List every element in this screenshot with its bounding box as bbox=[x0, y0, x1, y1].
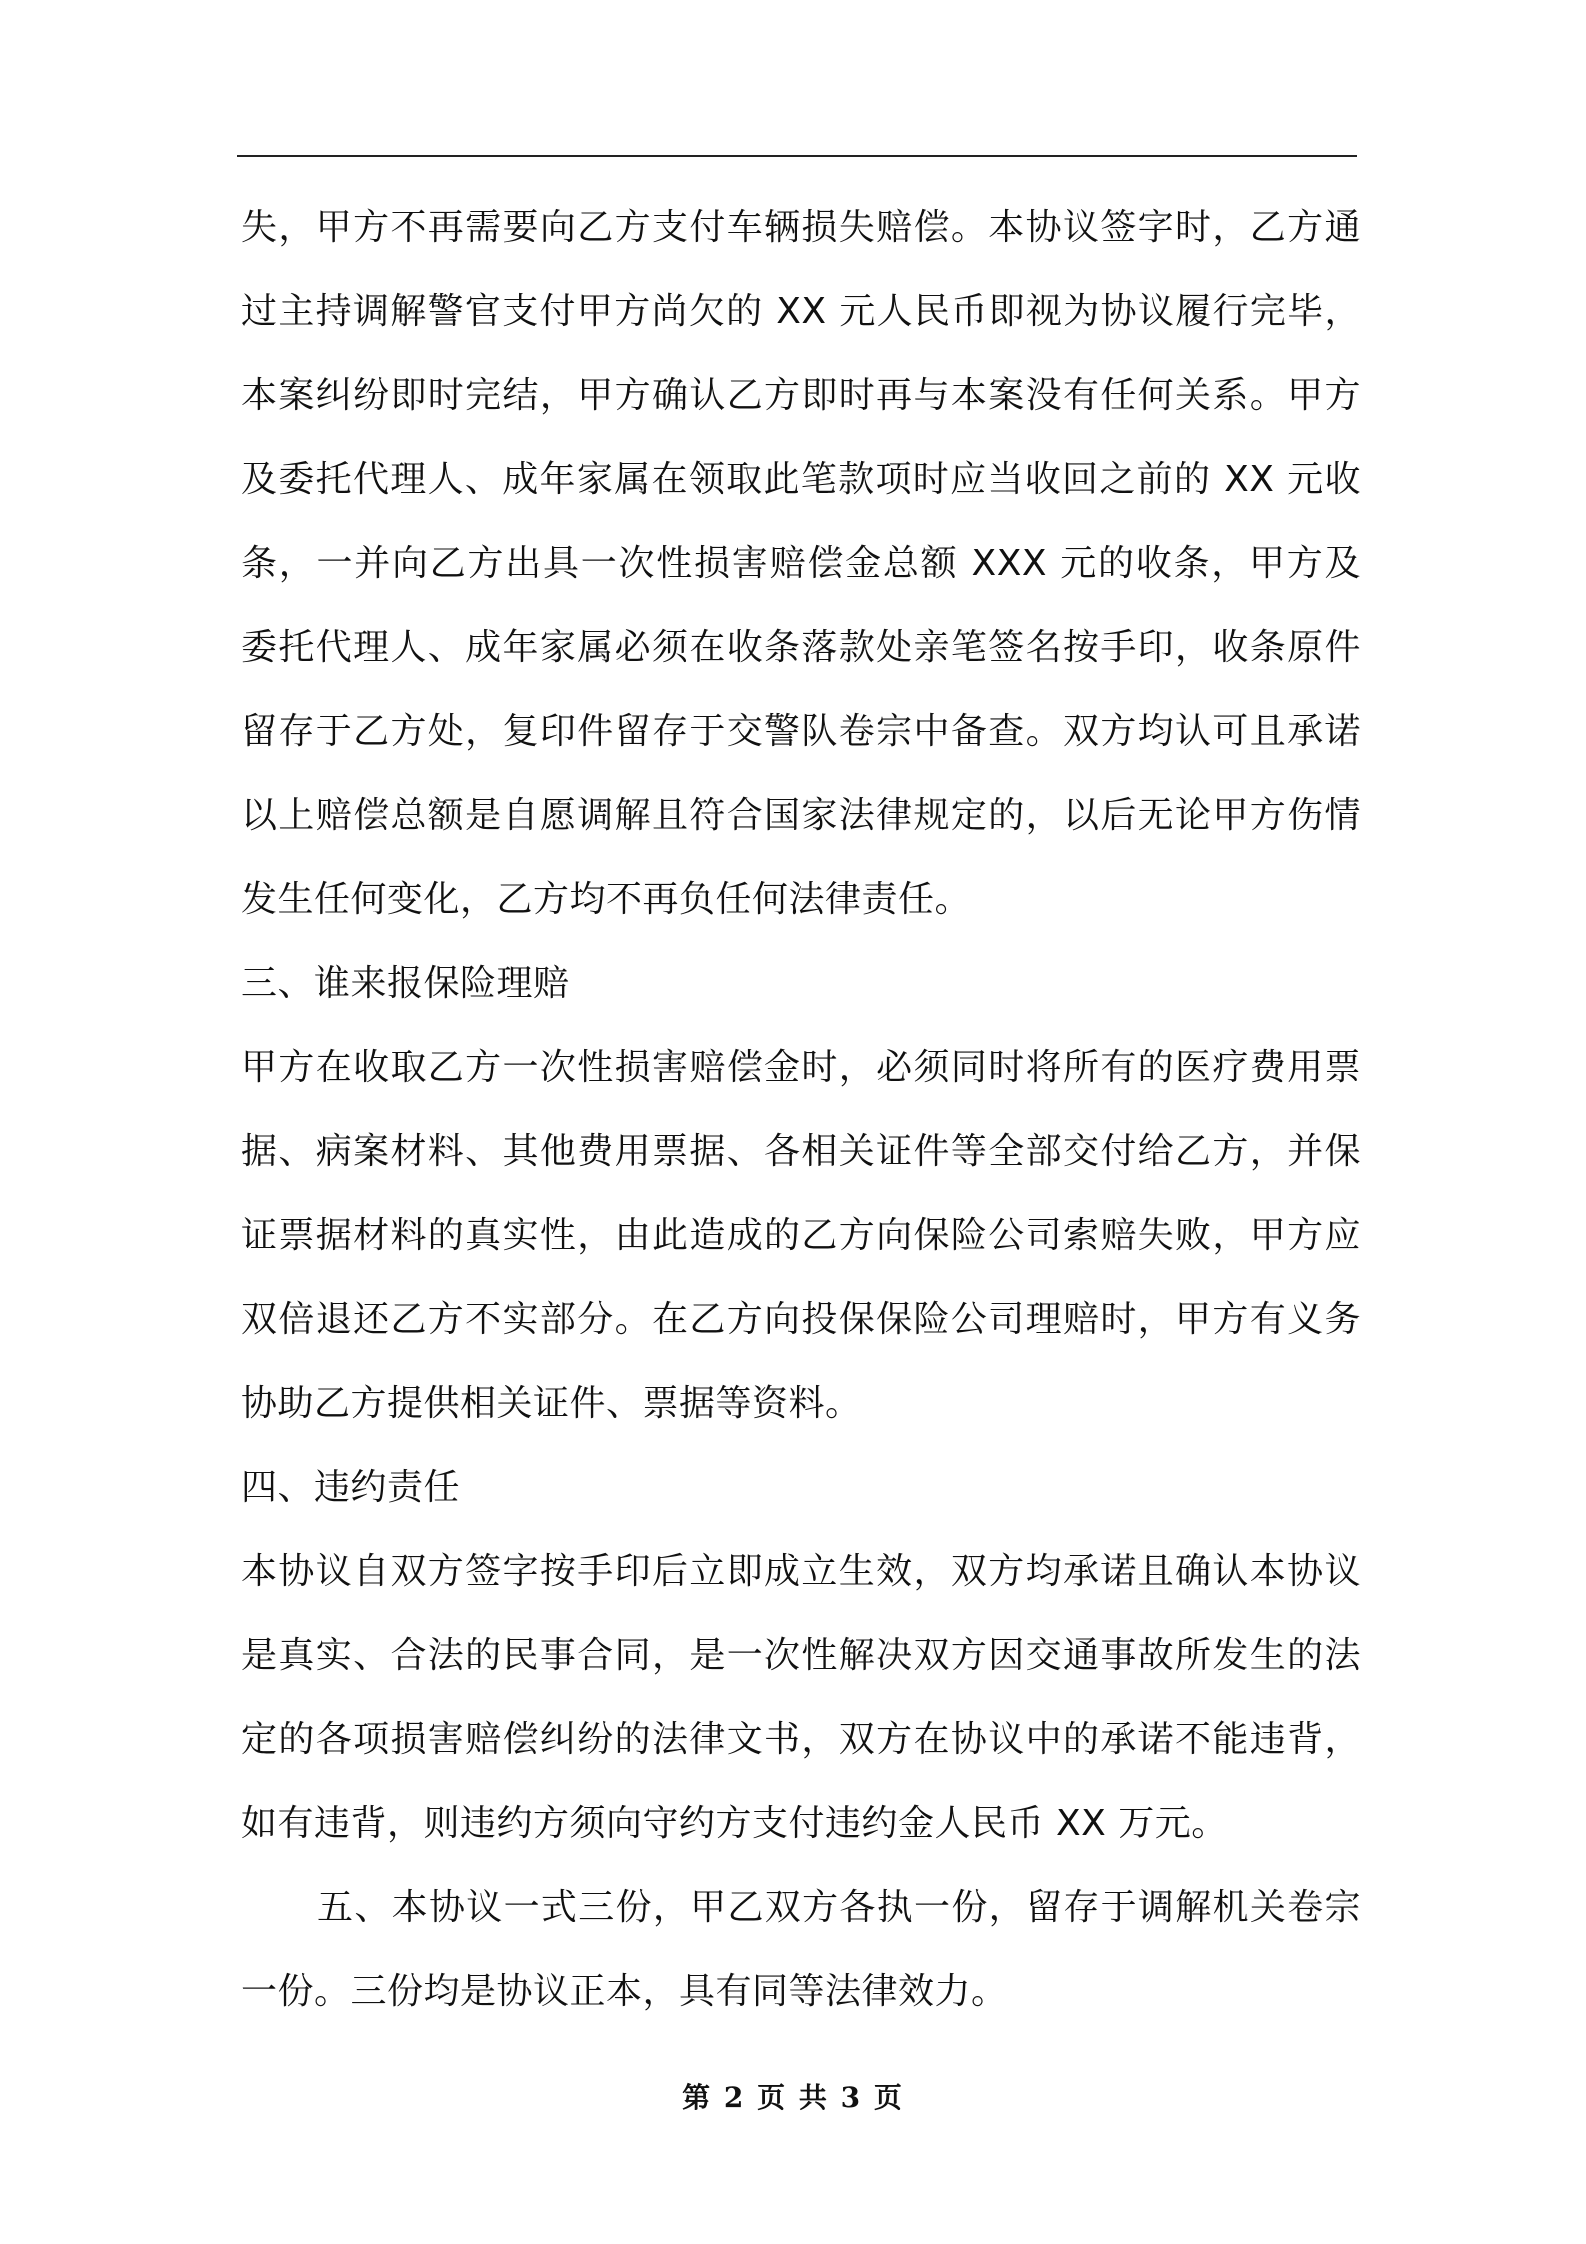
header-rule bbox=[237, 155, 1357, 157]
paragraph bbox=[241, 1530, 1361, 1866]
text-line: 定的各项损害赔偿纠纷的法律文书，双方在协议中的承诺不能违背， bbox=[241, 1719, 1361, 1760]
text-line: 协助乙方提供相关证件、票据等资料。 bbox=[241, 1383, 862, 1424]
text-line: 是真实、合法的民事合同，是一次性解决双方因交通事故所发生的法 bbox=[241, 1635, 1361, 1676]
text-line: 失，甲方不再需要向乙方支付车辆损失赔偿。本协议签字时，乙方通 bbox=[241, 207, 1361, 248]
text-line: 双倍退还乙方不实部分。在乙方向投保保险公司理赔时，甲方有义务 bbox=[241, 1299, 1361, 1340]
text-line: 据、病案材料、其他费用票据、各相关证件等全部交付给乙方，并保 bbox=[241, 1131, 1361, 1172]
text-line: 一份。三份均是协议正本，具有同等法律效力。 bbox=[241, 1971, 1008, 2012]
text-line: 本协议自双方签字按手印后立即成立生效，双方均承诺且确认本协议 bbox=[241, 1551, 1361, 1592]
text-line: 发生任何变化，乙方均不再负任何法律责任。 bbox=[241, 879, 972, 920]
paragraph bbox=[241, 186, 1361, 942]
text-line: 甲方在收取乙方一次性损害赔偿金时，必须同时将所有的医疗费用票 bbox=[241, 1047, 1361, 1088]
text-line: 证票据材料的真实性，由此造成的乙方向保险公司索赔失败，甲方应 bbox=[241, 1215, 1361, 1256]
document-body bbox=[241, 186, 1361, 2034]
paragraph bbox=[241, 1026, 1361, 1446]
text-line: 条，一并向乙方出具一次性损害赔偿金总额 XXX 元的收条，甲方及 bbox=[241, 543, 1361, 584]
page-number: 第 2 页 共 3 页 bbox=[682, 2081, 904, 2114]
text-line: 五、本协议一式三份，甲乙双方各执一份，留存于调解机关卷宗 bbox=[317, 1887, 1361, 1928]
text-line: 过主持调解警官支付甲方尚欠的 XX 元人民币即视为协议履行完毕， bbox=[241, 291, 1361, 332]
section-heading: 四、违约责任 bbox=[241, 1467, 461, 1508]
text-line: 本案纠纷即时完结，甲方确认乙方即时再与本案没有任何关系。甲方 bbox=[241, 375, 1361, 416]
text-line: 委托代理人、成年家属必须在收条落款处亲笔签名按手印，收条原件 bbox=[241, 627, 1361, 668]
section-heading: 三、谁来报保险理赔 bbox=[241, 963, 570, 1004]
text-line: 及委托代理人、成年家属在领取此笔款项时应当收回之前的 XX 元收 bbox=[241, 459, 1361, 500]
text-line: 如有违背，则违约方须向守约方支付违约金人民币 XX 万元。 bbox=[241, 1803, 1228, 1844]
text-line: 留存于乙方处，复印件留存于交警队卷宗中备查。双方均认可且承诺 bbox=[241, 711, 1361, 752]
text-line: 以上赔偿总额是自愿调解且符合国家法律规定的，以后无论甲方伤情 bbox=[241, 795, 1361, 836]
paragraph bbox=[241, 1866, 1361, 2034]
